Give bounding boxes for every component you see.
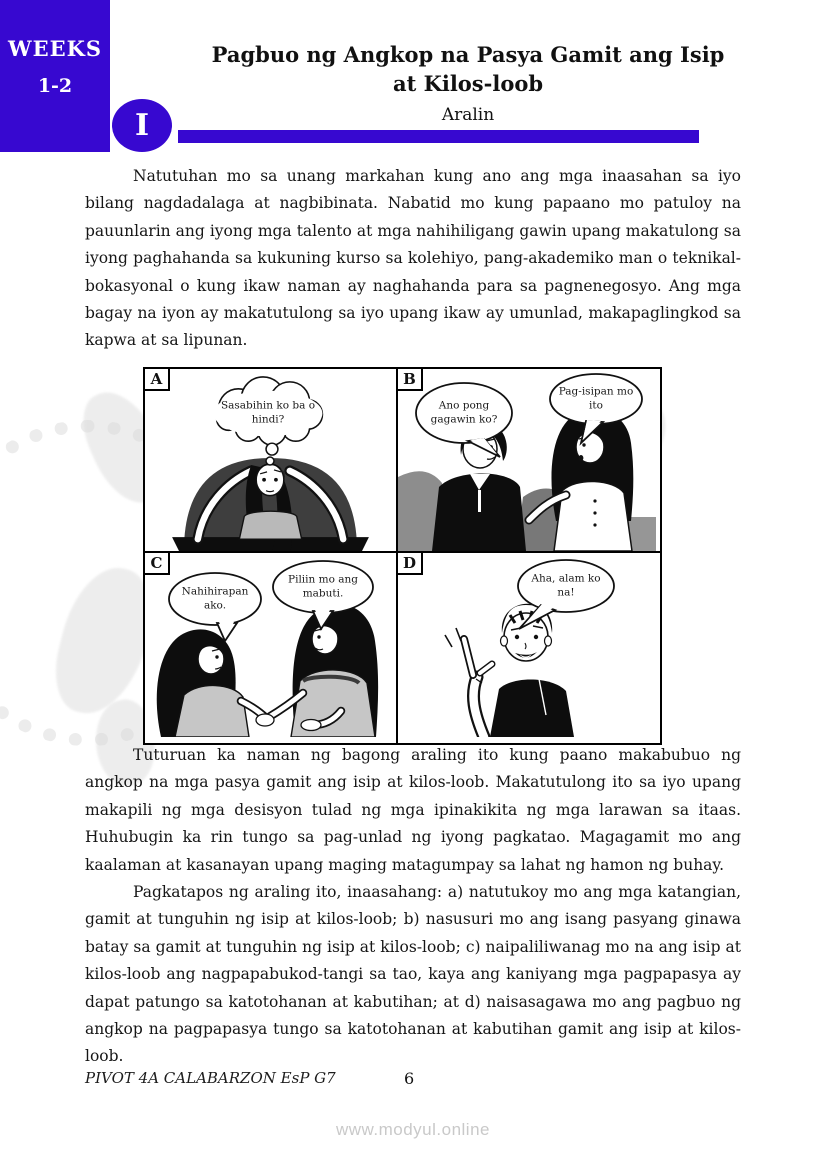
page-title-line1: Pagbuo ng Angkop na Pasya Gamit ang Isip xyxy=(211,42,725,67)
panel-a-illustration xyxy=(145,369,396,551)
lesson-numeral: I xyxy=(134,107,150,143)
comic-panel-b xyxy=(398,369,660,551)
thought-bubble-text: Sasabihin ko ba o hindi? xyxy=(220,399,316,425)
panel-label: D xyxy=(398,553,423,575)
intro-paragraph-block xyxy=(85,163,741,355)
speech-bubble-text: Nahihirapan ako. xyxy=(181,585,249,611)
speech-bubble-text: Aha, alam ko na! xyxy=(531,572,601,598)
speech-bubble-text: Piliin mo ang mabuti. xyxy=(288,573,358,599)
footer-module-id: PIVOT 4A CALABARZON EsP G7 xyxy=(85,1069,336,1087)
site-watermark: www.modyul.online xyxy=(335,1120,490,1139)
comic-panel-d xyxy=(398,553,660,743)
panel-label: B xyxy=(398,369,423,391)
header-rule xyxy=(178,130,699,143)
paragraph: Pagkatapos ng araling ito, inaasahang: a) natutukoy mo ang mga katangian, gamit at tunguhin ng isip at kilos-loob; b) nasusuri mo ang isang pasyang ginawa batay sa gamit at tunguhin ng isip at kilos-loob; c) naipaliliwanag mo na ang isip at kilos-loob ang nagpapabukod-tangi sa tao, kaya ang kaniyang mga pagpapasya ay dapat patungo sa katotohanan at kabutihan; at d) naisasagawa mo ang pagbuo ng angkop na pagpapasya tungo sa katotohanan at kabutihan gamit ang isip at kilos-loob. xyxy=(85,883,741,1066)
page-header xyxy=(110,40,826,125)
weeks-banner xyxy=(0,0,110,152)
speech-bubble-text: Ano pong gagawin ko? xyxy=(430,399,498,425)
lesson-subtitle: Aralin xyxy=(441,105,495,125)
panel-label: C xyxy=(145,553,170,575)
comic-grid xyxy=(143,367,662,745)
panel-label: A xyxy=(145,369,170,391)
page-title-line2: at Kilos-loob xyxy=(392,71,544,96)
paragraph: Natutuhan mo sa unang markahan kung ano ang mga inaasahan sa iyo bilang nagdadalaga at nagbibinata. Nabatid mo kung papaano mo patuloy na pauunlarin ang iyong mga talento at mga nahihiligang gawin upang makatulong sa iyong paghahanda sa kukuning kurso sa kolehiyo, pang-akademiko man o teknikal-bokasyonal o kung ikaw naman ay naghahanda para sa pagnenegosyo. Ang mga bagay na iyon ay makatutulong sa iyo upang ikaw ay umunlad, makapaglingkod sa kapwa at sa lipunan. xyxy=(85,167,741,350)
page-number: 6 xyxy=(404,1069,415,1088)
comic-panel-c xyxy=(145,553,396,743)
speech-bubble-text: Pag-isipan mo ito xyxy=(558,385,634,411)
weeks-label: WEEKS xyxy=(7,36,102,61)
weeks-range: 1-2 xyxy=(37,75,73,97)
comic-panel-a xyxy=(145,369,396,551)
lesson-number-badge xyxy=(112,99,172,152)
paragraph: Tuturuan ka naman ng bagong araling ito kung paano makabubuo ng angkop na mga pasya gamit ang isip at kilos-loob. Makatutulong ito sa iyo upang makapili ng mga desisyon tulad ng mga ipinakikita ng mga larawan sa itaas. Huhubugin ka rin tungo sa pag-unlad ng iyong pagkatao. Magagamit mo ang kaalaman at kasanayan upang maging matagumpay sa lahat ng hamon ng buhay. xyxy=(85,746,741,874)
body-paragraph-block xyxy=(85,742,741,1071)
